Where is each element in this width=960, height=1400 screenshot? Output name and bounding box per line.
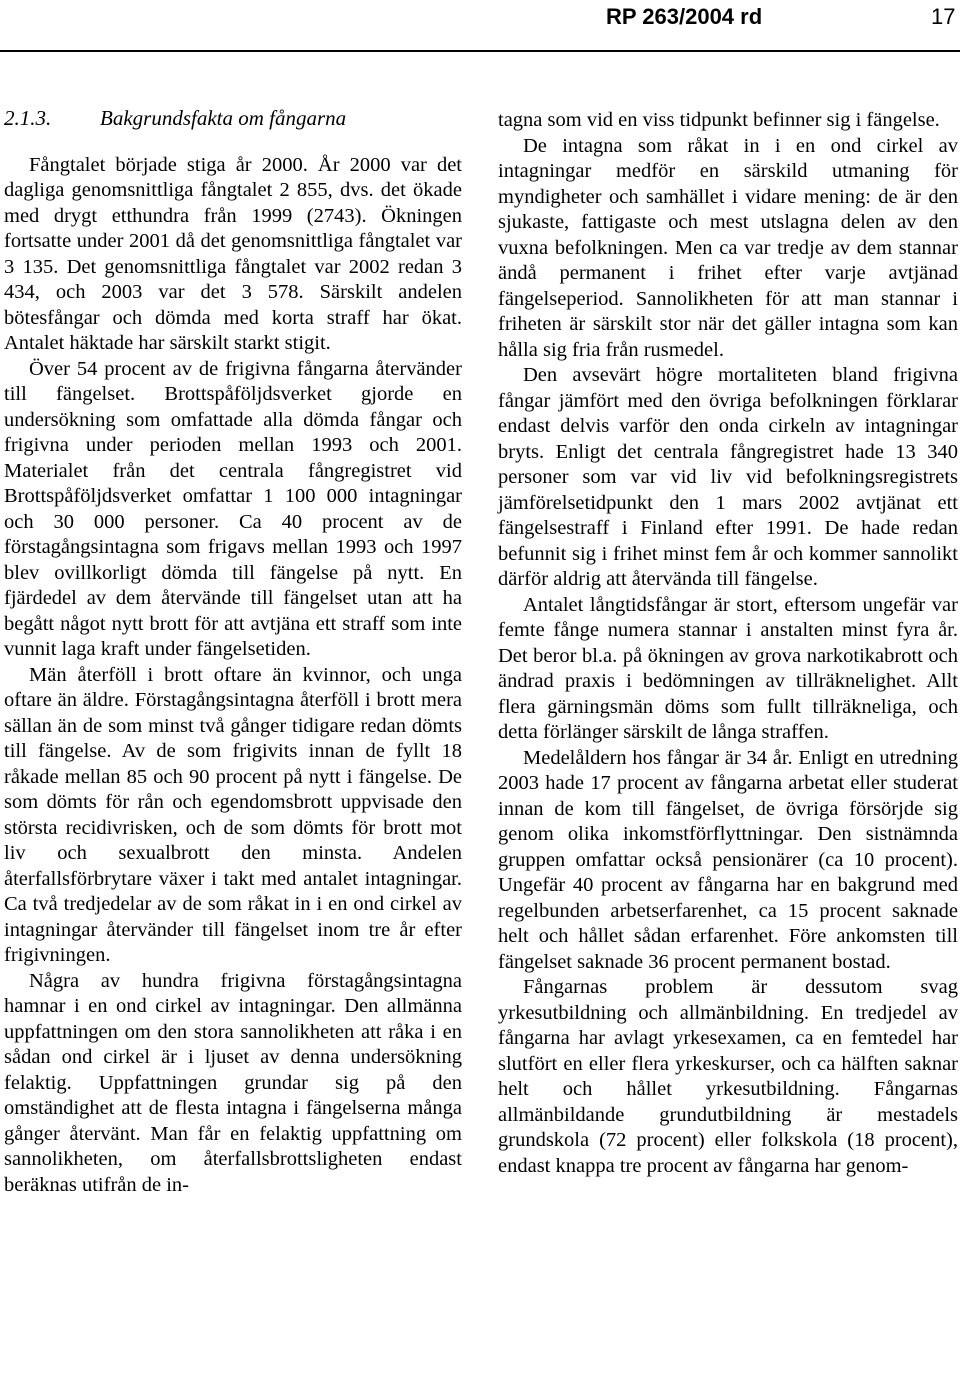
paragraph: De intagna som råkat in i en ond cirkel av intagningar medför en särskild utmaning för myndigheter och samhället i vidare mening: de är den sjukaste, fattigaste och mest utslagna delen av den vuxna befolkningen. Men ca var tredje av dem stannar ändå permanent i frihet efter varje avtjänad fängelseperiod. Sannolikheten för att man stannar i friheten är särskilt stor när det gäller intagna som kan hålla sig fria från rusmedel. (498, 134, 958, 361)
section-title: Bakgrundsfakta om fångarna (100, 106, 347, 130)
left-column (4, 106, 462, 1198)
paragraph: Över 54 procent av de frigivna fångarna återvänder till fängelset. Brottspåföljdsverket gjorde en undersökning som omfattade alla dömda fångar och frigivna under perioden mellan 1993 och 2001. Materialet från det centrala fångregistret vid Brottspåföljdsverket omfattar 1 100 000 intagningar och 30 000 personer. Ca 40 procent av de förstagångsintagna som frigavs mellan 1993 och 1997 blev ovillkorligt dömda till fängelse på nytt. En fjärdedel av dem återvände till fängelset utan att ha begått något nytt brott för att avtjäna ett straff som inte vunnit laga kraft under fängelsetiden. (4, 357, 462, 660)
paragraph: Några av hundra frigivna förstagångsintagna hamnar i en ond cirkel av intagningar. Den allmänna uppfattningen om den stora sannolikheten att råka i en sådan ond cirkel är i ljuset av denna undersökning felaktig. Uppfattningen grundar sig på den omständighet att de flesta intagna i fängelserna många gånger återvänt. Man får en felaktig uppfattning om sannolikheten, om återfallsbrottsligheten endast beräknas utifrån de in- (4, 969, 462, 1196)
section-heading (4, 106, 462, 132)
page-header (0, 0, 960, 62)
document-title: RP 263/2004 rd (606, 4, 763, 29)
paragraph-continued: tagna som vid en viss tidpunkt befinner sig i fängelse. (498, 109, 940, 131)
paragraph: Medelåldern hos fångar är 34 år. Enligt en utredning 2003 hade 17 procent av fångarna arbetat eller studerat innan de kom till fängelset, de övriga försörjde sig genom olika inkomstförflyttningar. Den sistnämnda gruppen omfattar också pensionärer (ca 10 procent). Ungefär 40 procent av fångarna har en bakgrund med regelbunden arbetserfarenhet, ca 15 procent saknade helt och hållet sådan erfarenhet. Före ankomsten till fängelset saknade 36 procent permanent bostad. (498, 746, 958, 973)
paragraph: Antalet långtidsfångar är stort, eftersom ungefär var femte fånge numera stannar i anstalten minst fyra år. Det beror bl.a. på ökningen av grova narkotikabrott och ändrad praxis i bedömningen av tillräknelighet. Allt flera gärningsmän döms som fullt tillräkneliga, och detta förlänger särskilt de långa straffen. (498, 593, 958, 743)
section-number: 2.1.3. (4, 106, 52, 130)
header-divider (0, 50, 960, 52)
paragraph: Fångarnas problem är dessutom svag yrkesutbildning och allmänbildning. En tredjedel av fångarna har avlagt yrkesexamen, ca en femtedel har slutfört en eller flera yrkeskurser, och ca hälften saknar helt och hållet yrkesutbildning. Fångarnas allmänbildande grundutbildning är mestadels grundskola (72 procent) eller folkskola (18 procent), endast knappa tre procent av fångarna har genom- (498, 976, 958, 1177)
page-number: 17 (931, 4, 956, 29)
paragraph: Män återföll i brott oftare än kvinnor, och unga oftare än äldre. Förstagångsintagna återföll i brott mera sällan än de som minst två gånger tidigare redan dömts till fängelse. Av de som frigivits innan de fyllt 18 råkade mellan 85 och 90 procent på nytt i fängelse. De som dömts för rån och egendomsbrott uppvisade den största recidivrisken, och de som dömts för brott mot liv och sexualbrott den minsta. Andelen återfallsförbrytare växer i takt med antalet intagningar. Ca två tredjedelar av de som råkat in i en ond cirkel av intagningar återvänder till fängelset inom tre år efter frigivningen. (4, 663, 462, 966)
right-column (498, 108, 958, 1179)
paragraph: Den avsevärt högre mortaliteten bland frigivna fångar jämfört med den övriga befolkningen förklarar endast delvis varför den onda cirkeln av intagningar bryts. Enligt det centrala fångregistret hade 13 340 personer som var vid liv vid befolkningsregistrets jämförelsetidpunkt den 1 mars 2002 avtjänat ett fängelsestraff i Finland efter 1991. De hade redan befunnit sig i frihet minst fem år och kommer sannolikt därför aldrig att återvända till fängelse. (498, 364, 958, 590)
paragraph: Fångtalet började stiga år 2000. År 2000 var det dagliga genomsnittliga fångtalet 2 855, dvs. det ökade med drygt etthundra från 1999 (2743). Ökningen fortsatte under 2001 då det genomsnittliga fångtalet var 3 135. Det genomsnittliga fångtalet var 2002 redan 3 434, och 2003 var det 3 578. Särskilt andelen bötesfångar och dömda med korta straff har ökat. Antalet häktade har särskilt starkt stigit. (4, 153, 462, 354)
